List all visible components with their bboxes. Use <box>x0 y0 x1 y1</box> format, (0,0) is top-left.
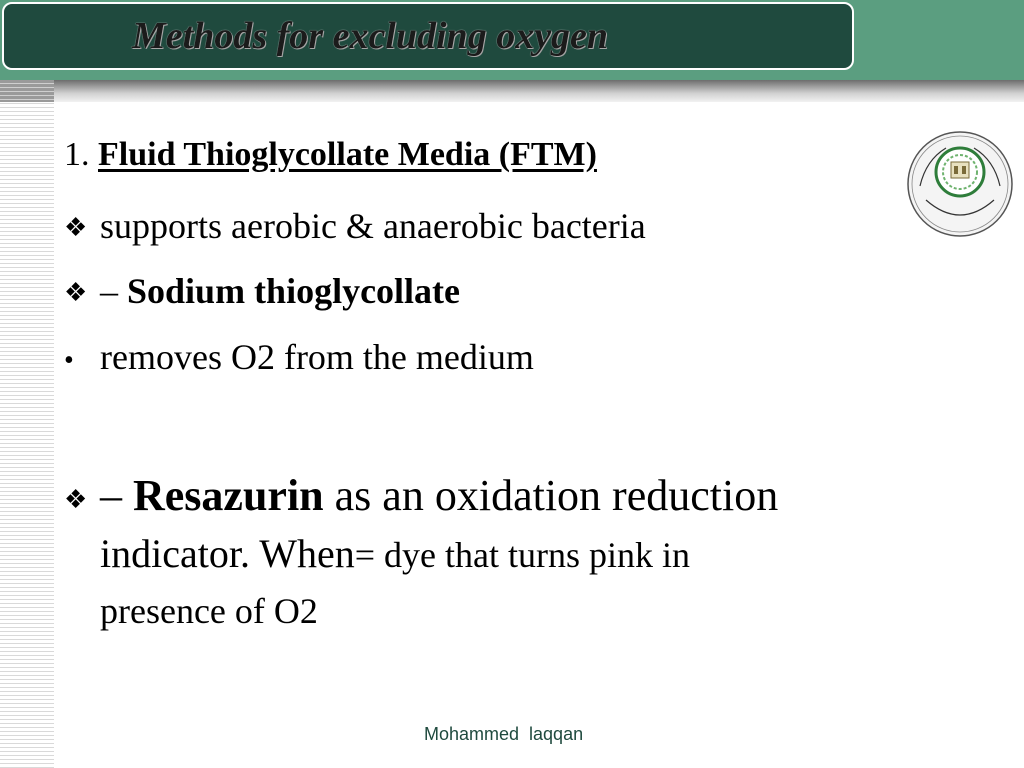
bullet-1-text: supports aerobic & anaerobic bacteria <box>100 206 646 246</box>
diamond-bullet-icon: ❖ <box>64 278 88 307</box>
heading-line <box>64 136 597 174</box>
bullet-4-text-1: as an oxidation reduction <box>334 471 779 520</box>
bullet-3 <box>64 336 534 378</box>
heading-text: Fluid Thioglycollate Media (FTM) <box>98 136 597 173</box>
bullet-2-text: Sodium thioglycollate <box>127 271 461 311</box>
bullet-4-dash: – <box>100 471 122 520</box>
bullet-4-text-2b: = dye that turns pink in <box>354 535 691 575</box>
left-stripe-decoration <box>0 80 54 768</box>
bullet-4-line-2 <box>100 530 690 577</box>
bullet-2-dash: – <box>100 271 118 311</box>
bullet-4-line-3: presence of O2 <box>100 591 318 631</box>
heading-number: 1. <box>64 136 90 173</box>
diamond-bullet-icon: ❖ <box>64 485 88 514</box>
bullet-3-text: removes O2 from the medium <box>100 337 534 377</box>
footer-author: Mohammed laqqan <box>424 724 584 744</box>
bullet-4 <box>64 470 778 523</box>
slide-title: Methods for excluding oxygen <box>132 15 609 57</box>
left-stripe-top-decoration <box>0 80 54 102</box>
dot-bullet-icon: • <box>64 345 74 376</box>
diamond-bullet-icon: ❖ <box>64 213 88 242</box>
title-box <box>2 2 854 70</box>
header-shadow-band <box>0 80 1024 102</box>
bullet-4-text-2a: indicator. When <box>100 531 355 576</box>
university-seal-icon <box>906 130 1014 238</box>
bullet-1 <box>64 205 646 247</box>
bullet-2 <box>64 270 460 312</box>
bullet-4-bold: Resazurin <box>133 471 324 520</box>
